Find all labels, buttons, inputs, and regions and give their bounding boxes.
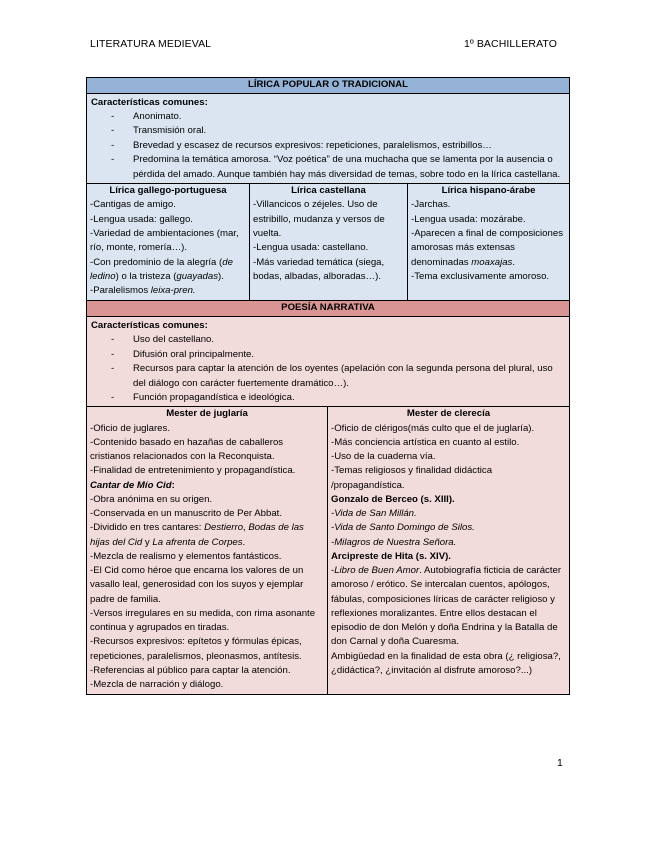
berceo-work: -Milagros de Nuestra Señora.: [331, 536, 457, 548]
berceo-work: -Vida de Santo Domingo de Silos.: [331, 522, 475, 534]
gallego-line: -Lengua usada: gallego.: [90, 213, 193, 225]
narrativa-common-title: Características comunes:: [91, 320, 208, 331]
hispano-line: -Jarchas.: [411, 199, 451, 211]
narrativa-common-item: - Recursos para captar la atención de los oyentes (apelación con la segunda persona del plural, uso del diálogo con carácter fuertemente dramático…).: [111, 363, 553, 389]
castellana-line: -Lengua usada: castellano.: [253, 242, 369, 254]
clerecia-line: -Uso de la cuaderna vía.: [331, 451, 436, 463]
lirica-section: [87, 78, 569, 300]
header-left: LITERATURA MEDIEVAL: [90, 38, 212, 50]
clerecia-line: -Más conciencia artística en cuanto al estilo.: [331, 436, 520, 448]
juglaria-line: -Versos irregulares en su medida, con rima asonante continua y agrupados en tiradas.: [90, 607, 316, 634]
juglaria-line: -Mezcla de narración y diálogo.: [90, 679, 224, 691]
gallego-line: -Cantigas de amigo.: [90, 199, 176, 211]
lirica-common-item: - Transmisión oral.: [111, 125, 207, 137]
cid-heading: Cantar de Mío Cid:: [90, 479, 175, 491]
juglaria-line: -Oficio de juglares.: [90, 422, 170, 434]
lirica-common-item: - Predomina la temática amorosa. “Voz poética” de una muchacha que se lamenta por la ausencia o pérdida del amado. Aunque también hay más diversidad de temas, sobre todo en la lírica castellana.: [111, 154, 561, 180]
hispano-line: -Aparecen a final de composiciones amorosas más extensas denominadas moaxajas.: [411, 227, 563, 268]
gallego-title: Lírica gallego-portuguesa: [109, 185, 227, 197]
narrativa-common-item: - Difusión oral principalmente.: [111, 348, 255, 360]
hispano-title: Lírica hispano-árabe: [441, 185, 536, 197]
clerecia-column: [327, 407, 569, 694]
hita-line: Ambigüedad en la finalidad de esta obra (¿ religiosa?, ¿didáctica?, ¿invitación al disfrute amoroso?...): [331, 650, 561, 676]
juglaria-line: -Mezcla de realismo y elementos fantásticos.: [90, 550, 282, 562]
gallego-line: -Con predominio de la alegría (de ledino) o la tristeza (guayadas).: [90, 256, 233, 282]
castellana-line: -Más variedad temática (siega, bodas, albadas, alboradas…).: [253, 256, 385, 282]
juglaria-line: -Obra anónima en su origen.: [90, 493, 213, 505]
gallego-column: [87, 184, 249, 300]
header-right: 1º BACHILLERATO: [463, 38, 557, 50]
lirica-title: LÍRICA POPULAR O TRADICIONAL: [87, 78, 569, 94]
narrativa-common-item: - Uso del castellano.: [111, 334, 215, 346]
hispano-line: -Tema exclusivamente amoroso.: [411, 270, 550, 282]
juglaria-line: -Contenido basado en hazañas de caballeros cristianos relacionados con la Reconquista.: [90, 436, 284, 463]
lirica-columns: [87, 184, 569, 300]
lirica-common: [87, 94, 569, 184]
narrativa-columns: [87, 407, 569, 694]
castellana-line: -Villancicos o zéjeles. Uso de estribillo, mudanza y versos de vuelta.: [253, 199, 385, 239]
berceo-heading: Gonzalo de Berceo (s. XIII).: [331, 493, 455, 505]
hispano-line: -Lengua usada: mozárabe.: [411, 213, 526, 225]
castellana-title: Lírica castellana: [291, 185, 366, 197]
narrativa-common-item: - Función propagandística e ideológica.: [111, 392, 295, 404]
juglaria-line: -Dividido en tres cantares: Destierro, Bodas de las hijas del Cid y La afrenta de Corpes.: [90, 522, 304, 548]
gallego-line: -Variedad de ambientaciones (mar, río, monte, romería…).: [90, 227, 239, 254]
narrativa-common: [87, 317, 569, 407]
juglaria-line: -Finalidad de entretenimiento y propagandística.: [90, 465, 296, 477]
lirica-common-item: - Anonimato.: [111, 111, 182, 122]
juglaria-line: -El Cid como héroe que encarna los valores de un vasallo leal, generosidad con los suyos y ejemplar padre de familia.: [90, 565, 304, 605]
gallego-line: -Paralelismos leixa-pren.: [90, 285, 196, 297]
lirica-common-title: Características comunes:: [91, 96, 208, 108]
literature-table: [86, 77, 570, 695]
berceo-work: -Vida de San Millán.: [331, 508, 417, 520]
castellana-column: [249, 184, 407, 300]
juglaria-line: -Recursos expresivos: epítetos y fórmulas épicas, repeticiones, paralelismos, pleonasmos, antítesis.: [90, 636, 302, 662]
hispano-column: [407, 184, 569, 300]
hita-line: -Libro de Buen Amor. Autobiografía ficticia de carácter amoroso / erótico. Se intercalan cuentos, apólogos, fábulas, composiciones líricas de carácter religioso y reflexiones moralizantes. Entre ellos destacan el episodio de don Melón y doña Endrina y la Batalla de don Carnal y doña Cuaresma.: [331, 565, 562, 648]
juglaria-line: -Referencias al público para captar la atención.: [90, 664, 291, 676]
juglaria-title: Mester de juglaría: [166, 408, 248, 420]
narrativa-section: [87, 300, 569, 694]
hita-heading: Arcipreste de Hita (s. XIV).: [331, 550, 451, 562]
clerecia-line: -Oficio de clérigos(más culto que el de juglaría).: [331, 422, 535, 434]
narrativa-title: POESÍA NARRATIVA: [87, 301, 569, 317]
lirica-common-item: - Brevedad y escasez de recursos expresivos: repeticiones, paralelismos, estribillos…: [111, 139, 492, 151]
clerecia-title: Mester de clerecía: [406, 408, 491, 420]
clerecia-line: -Temas religiosos y finalidad didáctica /propagandística.: [331, 465, 493, 491]
juglaria-column: [87, 407, 327, 694]
juglaria-line: -Conservada en un manuscrito de Per Abbat.: [90, 508, 282, 520]
page-number: 1: [557, 757, 563, 769]
